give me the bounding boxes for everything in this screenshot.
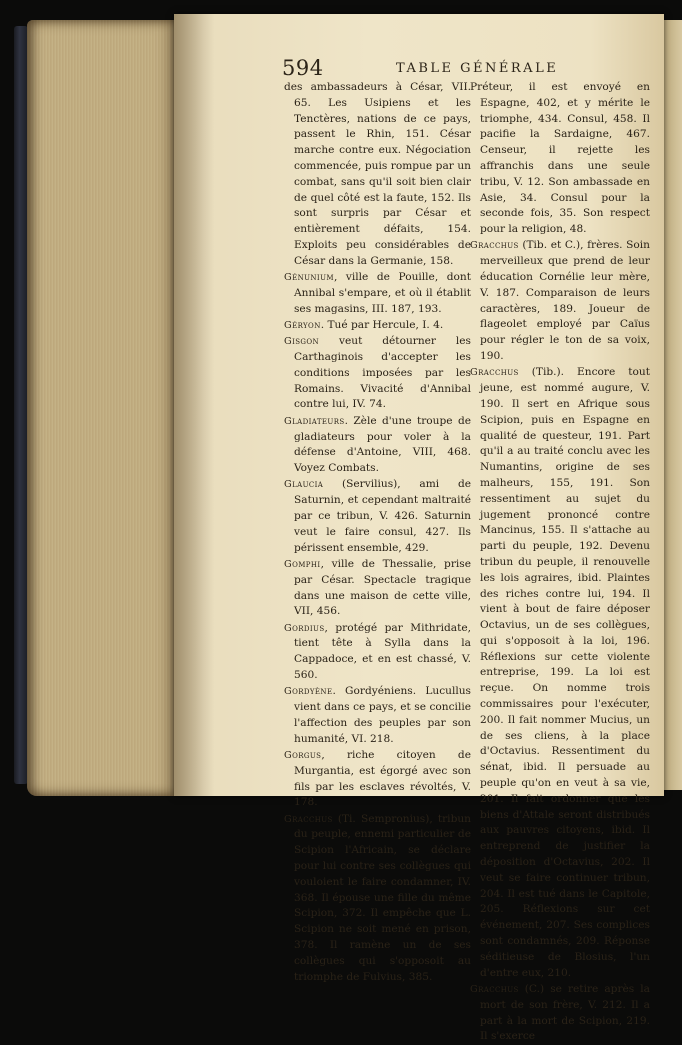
index-entry: [284, 621, 471, 684]
index-entry: [284, 684, 471, 747]
index-entry: [284, 318, 471, 334]
entry-headword: Glaucia: [284, 479, 324, 491]
entry-headword: Géryon: [284, 319, 321, 331]
entry-headword: Gorgus: [284, 749, 322, 761]
entry-text: , ville de Pouille, dont Annibal s'empare, et où il établit ses magasins, III. 187, 193.: [294, 271, 471, 315]
entry-headword: Gracchus: [470, 367, 519, 379]
index-entry: [284, 748, 471, 811]
book-spine-edge: [14, 26, 28, 784]
entry-headword: Gracchus: [284, 813, 333, 825]
entry-headword: Gordyène: [284, 686, 333, 698]
entry-headword: Gladiateurs: [284, 415, 345, 427]
left-column: [284, 80, 471, 985]
index-entry: [284, 270, 471, 317]
entry-text: . Tué par Hercule, I. 4.: [320, 318, 444, 331]
entry-headword: Génunium: [284, 272, 334, 284]
entry-text: . Zèle d'une troupe de gladiateurs pour voler à la défense d'Antoine, VIII, 468. Voyez Combats.: [294, 414, 471, 475]
entry-text: des ambassadeurs à César, VII. 65. Les Usipiens et les Tenctères, nations de ce pays, passent le Rhin, 151. César marche contre eux. Négociation commencée, puis rompue par un combat, sans qu'il soit bien clair de quel côté est la faute, 152. Ils sont surpris par César et entièrement défaits, 154. Exploits peu considérables de César dans la Germanie, 158.: [284, 81, 471, 267]
page-number: 594: [282, 56, 324, 80]
entry-headword: Gisgon: [284, 336, 320, 348]
index-entry: [284, 414, 471, 477]
index-entry: [470, 365, 650, 981]
entry-text: (Ti. Sempronius), tribun du peuple, ennemi particulier de Scipion l'Africain, se déclare pour lui contre ses collègues qui vouloient le faire condamner, IV. 368. Il épouse une fille du même Scipion, 372. Il empêche que L. Scipion ne soit mené en prison, 378. Il ramène un de ses collègues qui s'opposoit au triomphe de Fulvius, 385.: [294, 812, 471, 983]
entry-headword: Gracchus: [470, 983, 519, 995]
entry-text: veut détourner les Carthaginois d'accepter les conditions imposées par les Romains. Vivacité d'Annibal contre lui, IV. 74.: [294, 335, 471, 411]
running-title: TABLE GÉNÉRALE: [396, 61, 559, 76]
page-header: [282, 56, 662, 82]
entry-headword: Gordius: [284, 622, 325, 634]
page-edges: [27, 20, 177, 796]
index-entry: [470, 982, 650, 1045]
right-column: [470, 80, 650, 1045]
facing-page-edge: [662, 20, 682, 790]
index-entry: [284, 477, 471, 556]
entry-text: (Servilius), ami de Saturnin, et cependant maltraité par ce tribun, V. 426. Saturnin veut le faire consul, 427. Ils périssent ensemble, 429.: [294, 478, 471, 554]
entry-text: Préteur, il est envoyé en Espagne, 402, et y mérite le triomphe, 434. Consul, 458. Il pacifie la Sardaigne, 467. Censeur, il rejette les affranchis dans une seule tribu, V. 12. Son ambassade en Asie, 34. Consul pour la seconde fois, 35. Son respect pour la religion, 48.: [470, 81, 650, 236]
entry-text: . Gordyéniens. Lucullus vient dans ce pays, et se concilie l'affection des peuples par son humanité, VI. 218.: [294, 685, 471, 745]
index-entry: [284, 557, 471, 620]
entry-text: , ville de Thessalie, prise par César. Spectacle tragique dans une maison de cette ville, VII, 456.: [294, 557, 471, 618]
index-entry: [470, 80, 650, 238]
entry-headword: Gracchus: [470, 240, 519, 252]
gutter-shadow: [174, 14, 214, 796]
entry-text: (Tib. et C.), frères. Soin merveilleux que prend de leur éducation Cornélie leur mère, V. 187. Comparaison de leurs caractères, 189. Joueur de flageolet employé par Caïus pour régler le ton de sa voix, 190.: [480, 239, 650, 363]
index-entry: [284, 80, 471, 270]
index-entry: [284, 812, 471, 986]
entry-text: (C.) se retire après la mort de son frère, V. 212. Il a part à la mort de Scipion, 219. Il s'exerce: [480, 982, 650, 1043]
entry-text: , riche citoyen de Murgantia, est égorgé avec son fils par les esclaves révoltés, V. 178.: [294, 748, 471, 809]
index-entry: [284, 334, 471, 413]
index-entry: [470, 238, 650, 364]
entry-headword: Gomphi: [284, 558, 321, 570]
entry-text: , protégé par Mithridate, tient tête à Sylla dans la Cappadoce, et en est chassé, V. 560.: [294, 621, 471, 681]
entry-text: (Tib.). Encore tout jeune, est nommé augure, V. 190. Il sert en Afrique sous Scipion, puis en Espagne en qualité de questeur, 191. Part qu'il a au traité conclu avec les Numantins, origine de ses malheurs, 155, 191. Son ressentiment au sujet du jugement prononcé contre Mancinus, 155. Il s'attache au parti du peuple, 192. Devenu tribun du peuple, il renouvelle les lois agraires, ibid. Plaintes des riches contre lui, 194. Il vient à bout de faire déposer Octavius, un de ses collègues, qui s'opposoit à la loi, 196. Réflexions sur cette violente entreprise, 199. La loi est reçue. On nomme trois commissaires pour l'exécuter, 200. Il fait nommer Mucius, un de ses cliens, à la place d'Octavius. Ressentiment du sénat, ibid. Il persuade au peuple qu'on en veut à sa vie, 201. Il fait ordonner que les biens d'Attale seront distribués aux pauvres citoyens, ibid. Il entreprend de justifier la déposition d'Octavius, 202. Il veut se faire continuer tribun, 204. Il est tué dans le Capitole, 205. Réflexions sur cet événement, 207. Ses complices sont condamnés, 209. Réponse séditieuse de Blosius, l'un d'entre eux, 210.: [480, 366, 650, 979]
